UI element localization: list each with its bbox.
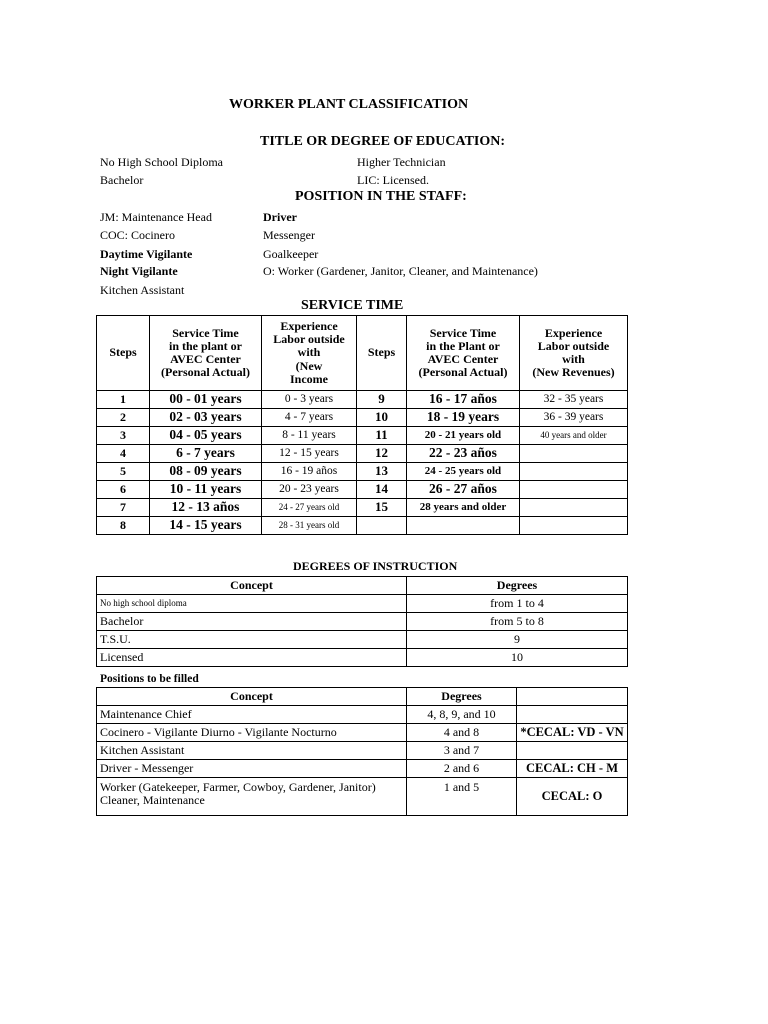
step-cell: 8 <box>97 517 150 535</box>
step-cell: 12 <box>357 445 407 463</box>
step-cell: 1 <box>97 391 150 409</box>
service-time-table <box>96 315 628 535</box>
degrees-cell: 10 <box>407 649 628 667</box>
experience-cell <box>520 517 628 535</box>
code-cell: CECAL: O <box>517 778 628 816</box>
positions-heading: Positions to be filled <box>100 673 199 685</box>
table-header-row <box>97 316 628 391</box>
experience-cell: 4 - 7 years <box>262 409 357 427</box>
table-row <box>97 706 628 724</box>
service-time-heading: SERVICE TIME <box>301 298 404 313</box>
education-item: No High School Diploma <box>100 155 223 169</box>
table-row <box>97 499 628 517</box>
table-row <box>97 481 628 499</box>
staff-item: Daytime Vigilante <box>100 247 193 261</box>
service-cell: 00 - 01 years <box>150 391 262 409</box>
experience-cell: 0 - 3 years <box>262 391 357 409</box>
service-cell: 18 - 19 years <box>407 409 520 427</box>
concept-cell: Bachelor <box>97 613 407 631</box>
service-cell: 08 - 09 years <box>150 463 262 481</box>
step-cell: 2 <box>97 409 150 427</box>
service-cell: 28 years and older <box>407 499 520 517</box>
experience-cell <box>520 445 628 463</box>
step-cell: 9 <box>357 391 407 409</box>
experience-cell: 8 - 11 years <box>262 427 357 445</box>
staff-item: O: Worker (Gardener, Janitor, Cleaner, and Maintenance) <box>263 264 538 278</box>
positions-table <box>96 687 628 816</box>
degrees-cell: 9 <box>407 631 628 649</box>
table-row <box>97 631 628 649</box>
staff-item: Goalkeeper <box>263 247 319 261</box>
service-cell: 10 - 11 years <box>150 481 262 499</box>
experience-cell: 40 years and older <box>520 427 628 445</box>
step-cell: 4 <box>97 445 150 463</box>
table-row <box>97 445 628 463</box>
code-cell <box>517 706 628 724</box>
step-cell <box>357 517 407 535</box>
table-header-row <box>97 577 628 595</box>
degrees-cell: from 5 to 8 <box>407 613 628 631</box>
experience-cell: 12 - 15 years <box>262 445 357 463</box>
degrees-cell: 2 and 6 <box>407 760 517 778</box>
staff-item: Messenger <box>263 228 315 242</box>
service-cell: 6 - 7 years <box>150 445 262 463</box>
experience-cell <box>520 463 628 481</box>
service-cell: 26 - 27 años <box>407 481 520 499</box>
step-cell: 14 <box>357 481 407 499</box>
service-cell <box>407 517 520 535</box>
table-row <box>97 742 628 760</box>
table-row <box>97 391 628 409</box>
service-cell: 12 - 13 años <box>150 499 262 517</box>
degrees-cell: 3 and 7 <box>407 742 517 760</box>
staff-heading: POSITION IN THE STAFF: <box>295 189 467 204</box>
service-cell: 22 - 23 años <box>407 445 520 463</box>
service-cell: 14 - 15 years <box>150 517 262 535</box>
page-title: WORKER PLANT CLASSIFICATION <box>229 97 469 112</box>
step-cell: 13 <box>357 463 407 481</box>
staff-item: Night Vigilante <box>100 264 178 278</box>
table-row <box>97 427 628 445</box>
concept-header: Concept <box>97 577 407 595</box>
education-item: LIC: Licensed. <box>357 173 429 187</box>
step-cell: 5 <box>97 463 150 481</box>
staff-item: JM: Maintenance Head <box>100 210 212 224</box>
table-row <box>97 778 628 816</box>
concept-cell: Worker (Gatekeeper, Farmer, Cowboy, Gardener, Janitor) Cleaner, Maintenance <box>97 778 407 816</box>
service-cell: 02 - 03 years <box>150 409 262 427</box>
concept-cell: Driver - Messenger <box>97 760 407 778</box>
experience-cell: 20 - 23 years <box>262 481 357 499</box>
code-cell <box>517 742 628 760</box>
table-row <box>97 517 628 535</box>
education-heading: TITLE OR DEGREE OF EDUCATION: <box>260 134 506 149</box>
table-row <box>97 760 628 778</box>
service-cell: 16 - 17 años <box>407 391 520 409</box>
step-cell: 11 <box>357 427 407 445</box>
table-row <box>97 595 628 613</box>
table-row <box>97 613 628 631</box>
experience-cell: 28 - 31 years old <box>262 517 357 535</box>
degrees-header: Degrees <box>407 577 628 595</box>
table-row <box>97 463 628 481</box>
code-cell: *CECAL: VD - VN <box>517 724 628 742</box>
concept-cell: Cocinero - Vigilante Diurno - Vigilante Nocturno <box>97 724 407 742</box>
step-cell: 3 <box>97 427 150 445</box>
experience-cell: 16 - 19 años <box>262 463 357 481</box>
code-cell: CECAL: CH - M <box>517 760 628 778</box>
concept-cell: Maintenance Chief <box>97 706 407 724</box>
service-time-header: Service Time in the Plant or AVEC Center (Personal Actual) <box>407 316 520 391</box>
service-cell: 24 - 25 years old <box>407 463 520 481</box>
education-item: Bachelor <box>100 173 144 187</box>
code-header <box>517 688 628 706</box>
concept-header: Concept <box>97 688 407 706</box>
degrees-header: Degrees <box>407 688 517 706</box>
experience-cell: 32 - 35 years <box>520 391 628 409</box>
table-row <box>97 724 628 742</box>
degrees-cell: from 1 to 4 <box>407 595 628 613</box>
table-row <box>97 409 628 427</box>
experience-header: Experience Labor outside with (New Revenues) <box>520 316 628 391</box>
staff-item: COC: Cocinero <box>100 228 175 242</box>
service-time-header: Service Time in the plant or AVEC Center (Personal Actual) <box>150 316 262 391</box>
experience-cell: 24 - 27 years old <box>262 499 357 517</box>
steps-header: Steps <box>97 316 150 391</box>
concept-cell: No high school diploma <box>97 595 407 613</box>
table-header-row <box>97 688 628 706</box>
concept-cell: Licensed <box>97 649 407 667</box>
concept-cell: Kitchen Assistant <box>97 742 407 760</box>
instruction-table <box>96 576 628 667</box>
degrees-cell: 4, 8, 9, and 10 <box>407 706 517 724</box>
service-cell: 04 - 05 years <box>150 427 262 445</box>
table-row <box>97 649 628 667</box>
experience-header: Experience Labor outside with (New Income <box>262 316 357 391</box>
degrees-cell: 1 and 5 <box>407 778 517 816</box>
service-cell: 20 - 21 years old <box>407 427 520 445</box>
step-cell: 6 <box>97 481 150 499</box>
staff-item: Kitchen Assistant <box>100 283 185 297</box>
instruction-heading: DEGREES OF INSTRUCTION <box>293 559 458 573</box>
education-item: Higher Technician <box>357 155 446 169</box>
steps-header: Steps <box>357 316 407 391</box>
experience-cell: 36 - 39 years <box>520 409 628 427</box>
concept-cell: T.S.U. <box>97 631 407 649</box>
step-cell: 10 <box>357 409 407 427</box>
experience-cell <box>520 499 628 517</box>
experience-cell <box>520 481 628 499</box>
degrees-cell: 4 and 8 <box>407 724 517 742</box>
step-cell: 7 <box>97 499 150 517</box>
step-cell: 15 <box>357 499 407 517</box>
staff-item: Driver <box>263 210 297 224</box>
